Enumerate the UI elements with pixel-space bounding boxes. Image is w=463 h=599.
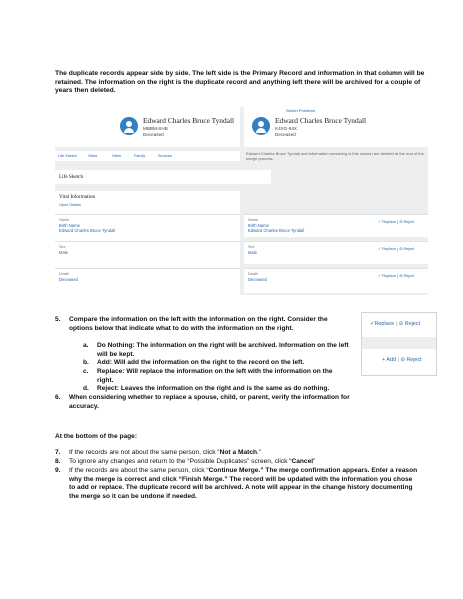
option-name: Replace: <box>97 368 125 375</box>
left-row-sex <box>55 241 240 264</box>
row-value: Birth Name <box>59 223 80 228</box>
separator: | <box>397 357 399 363</box>
option-desc: Will add the information on the right to the record on the left. <box>112 359 305 366</box>
life-sketch-heading: Life Sketch <box>59 174 84 180</box>
person-avatar-icon <box>252 117 270 135</box>
row-label: Name <box>59 218 70 222</box>
option-desc: Leaves the information on the right and is the same as do nothing. <box>119 385 330 392</box>
duplicate-note: Edward Charles Bruce Tyndall and information remaining in this column are deleted at the end of the merge process. <box>246 151 424 161</box>
step-8 <box>55 458 425 467</box>
replace-reject-actions[interactable]: ✓ Replace | ⊘ Reject <box>378 220 415 224</box>
vital-info-heading: Vital Information <box>59 194 96 200</box>
cancel-label: Cancel <box>291 458 314 465</box>
reject-button[interactable]: ⊘ Reject <box>400 357 422 363</box>
step-number: 5. <box>55 316 61 323</box>
primary-person-name[interactable]: Edward Charles Bruce Tyndall <box>143 116 235 125</box>
nav-family[interactable]: Family <box>134 154 146 158</box>
duplicate-person-name[interactable]: Edward Charles Bruce Tyndall <box>275 116 367 125</box>
option-name: Add: <box>97 359 113 366</box>
section-heading: At the bottom of the page: <box>55 433 138 440</box>
step-number: 8. <box>55 458 61 465</box>
step-text: To ignore any changes and return to the “Possible Duplicates” screen, click “ <box>69 458 292 465</box>
step-number: c. <box>83 368 89 375</box>
merge-screenshot <box>55 107 428 295</box>
nav-vitals[interactable]: Vitals <box>88 154 98 158</box>
row-value: Birth Name <box>248 223 269 228</box>
replace-reject-actions[interactable]: ✓ Replace | ⊘ Reject <box>378 274 415 278</box>
right-row-death <box>244 268 428 293</box>
step-text: If the records are not about the same person, click “ <box>69 449 220 456</box>
life-sketch-card <box>55 170 271 184</box>
row-label: Death <box>248 272 259 276</box>
bottom-steps <box>55 449 425 501</box>
row-value: Edward Charles Bruce Tyndall <box>59 228 116 233</box>
duplicate-person-id: K4XG-94X <box>275 126 297 131</box>
step-text: ” The merge confirmation appears. Enter a reason why the merge is correct and click “Finish Merge.” The record will be updated with the information you chose to add or replace. The duplicate record will be archived. A note will appear in the change history documenting the merge so it can be undone if needed. <box>69 467 418 500</box>
primary-person-status: Deceased <box>143 132 164 137</box>
add-reject-example <box>382 357 422 363</box>
nav-sources[interactable]: Sources <box>158 154 172 158</box>
switch-positions-link[interactable]: Switch Positions <box>286 108 316 113</box>
reject-button[interactable]: ⊘ Reject <box>398 321 420 327</box>
open-details-link[interactable]: Open Details <box>59 203 81 207</box>
row-label: Death <box>59 272 70 276</box>
nav-other[interactable]: Other <box>112 154 122 158</box>
duplicate-person-status: Deceased <box>275 132 296 137</box>
row-value: Edward Charles Bruce Tyndall <box>248 228 305 233</box>
step-number: d. <box>83 385 89 392</box>
nav-life-sketch[interactable]: Life Sketch <box>58 154 77 158</box>
step-number: 9. <box>55 467 61 474</box>
section-nav <box>55 151 240 161</box>
replace-button[interactable]: ✓Replace <box>370 321 395 327</box>
option-desc: Will replace the information on the left with the information on the right. <box>97 368 333 384</box>
step-number: b. <box>83 359 89 366</box>
row-label: Name <box>248 218 259 222</box>
step-text: ” <box>313 458 316 465</box>
row-value: Deceased <box>59 277 78 282</box>
action-buttons-example <box>361 312 437 376</box>
option-name: Reject: <box>97 385 119 392</box>
option-name: Do Nothing: <box>97 342 135 349</box>
option-desc: The information on the right will be archived. Information on the left will be kept. <box>97 342 349 358</box>
step-number: 6. <box>55 394 61 401</box>
add-button[interactable]: + Add <box>382 357 396 363</box>
step-text: If the records are about the same person, click “ <box>69 467 209 474</box>
right-row-name <box>244 214 428 237</box>
step-9 <box>55 467 425 501</box>
right-row-sex <box>244 241 428 264</box>
row-value: Male <box>248 250 258 255</box>
row-value: Deceased <box>248 277 267 282</box>
step-text: .” <box>257 449 262 456</box>
row-label: Sex <box>248 245 255 249</box>
duplicate-record-header <box>244 107 428 147</box>
left-row-name <box>55 214 240 237</box>
primary-person-id: MBBM-SHB <box>143 126 168 131</box>
step-number: 7. <box>55 449 61 456</box>
step-7 <box>55 449 425 458</box>
left-row-death <box>55 268 240 293</box>
person-avatar-icon <box>120 117 138 135</box>
row-label: Sex <box>59 245 66 249</box>
replace-reject-actions[interactable]: ✓ Replace | ⊘ Reject <box>378 247 415 251</box>
step-text: Compare the information on the left with the information on the right. Consider the options below that indicate what to do with the information on the right. <box>69 316 328 332</box>
not-a-match-label: Not a Match <box>219 449 258 456</box>
replace-reject-example <box>370 321 420 327</box>
separator: | <box>395 321 398 327</box>
continue-merge-label: Continue Merge. <box>208 467 261 474</box>
intro-paragraph: The duplicate records appear side by side. The left side is the Primary Record and information in that column will be retained. The information on the right is the duplicate record and anything left there will be archived for a couple of years then deleted. <box>55 70 425 95</box>
primary-record-header <box>55 107 240 147</box>
step-number: a. <box>83 342 89 349</box>
row-value: Male <box>59 250 69 255</box>
step-text: When considering whether to replace a spouse, child, or parent, verify the information for accuracy. <box>69 394 350 410</box>
